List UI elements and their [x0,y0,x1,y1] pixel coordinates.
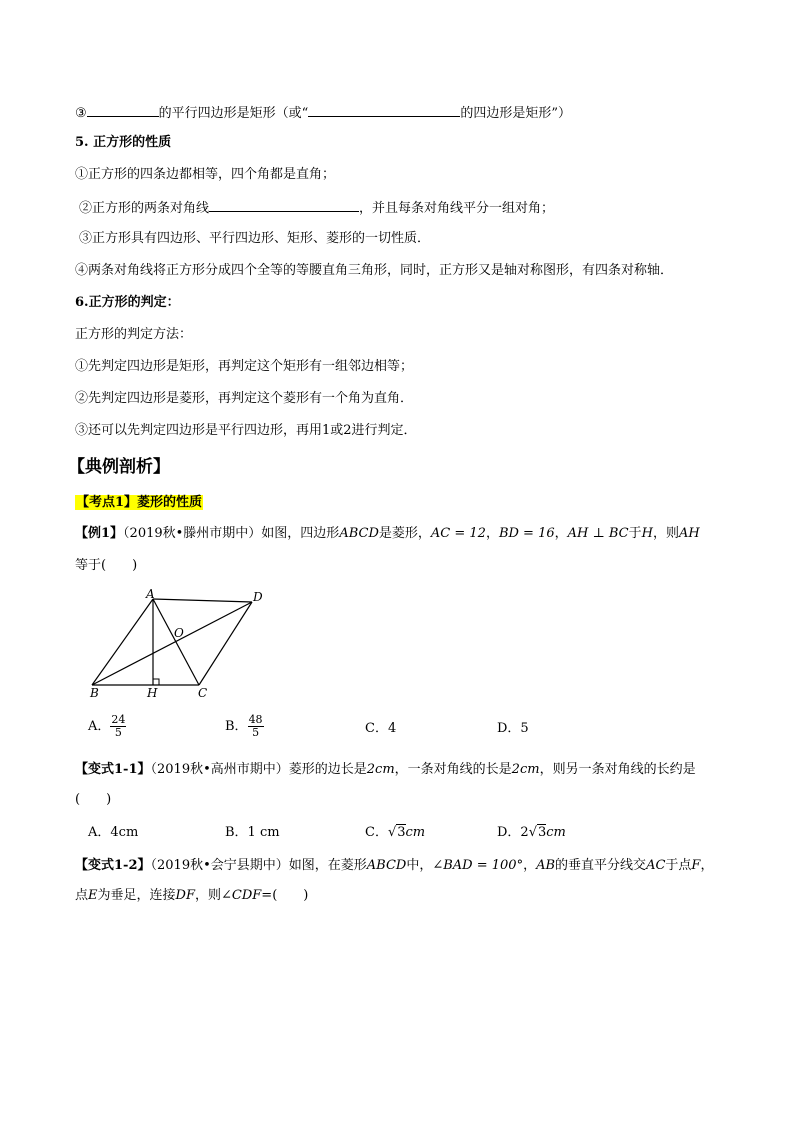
example-1-option-d[interactable]: D．5 [497,721,529,736]
side-ab [92,599,153,685]
example-1-option-a[interactable]: A． $\frac{24}{5}$ [88,713,126,739]
square-judge-heading: 6.正方形的判定： [75,295,180,310]
square-prop-4: ④两条对角线将正方形分成四个全等的等腰直角三角形，同时，正方形又是轴对称图形，有四条对称轴． [75,263,674,278]
example-1-option-c[interactable]: C．4 [365,721,397,736]
variant-1-1-option-c[interactable]: C．√3cm [365,825,426,840]
label-c: C [198,686,208,700]
example-1-option-b[interactable]: B． $\frac{48}{5}$ [225,713,263,739]
variant-1-1-option-a[interactable]: A．4cm [88,825,139,840]
fill-blank[interactable] [87,103,159,117]
variant-1-2-question: 【变式1-2】（2019秋•会宁县期中）如图，在菱形ABCD中，∠BAD = 100°，AB的垂直平分线交AC于点F， [75,858,714,873]
side-cd [199,602,252,685]
variant-1-1-question-line2: ( ) [75,792,112,807]
rhombus-figure [80,585,280,700]
square-props-heading: 5. 正方形的性质 [75,135,172,150]
variant-1-1-option-b[interactable]: B．1 cm [225,825,280,840]
square-prop-3: ③正方形具有四边形、平行四边形、矩形、菱形的一切性质． [79,231,431,246]
square-judge-2: ②先判定四边形是菱形，再判定这个菱形有一个角为直角． [75,391,414,406]
fill-blank[interactable] [209,198,359,212]
variant-1-1-question: 【变式1-1】（2019秋•高州市期中）菱形的边长是2cm，一条对角线的长是2cm，则另一条对角线的长约是 [75,762,696,777]
label-a: A [146,587,155,601]
label-b: B [90,686,99,700]
example-1-question-line2: 等于( ) [75,558,138,573]
fill-blank[interactable] [308,103,460,117]
square-prop-2: ②正方形的两条对角线 ，并且每条对角线平分一组对角； [79,198,554,218]
square-judge-1: ①先判定四边形是矩形，再判定这个矩形有一组邻边相等； [75,359,414,374]
square-judge-3: ③还可以先判定四边形是平行四边形，再用1或2进行判定． [75,423,417,438]
side-ad [153,599,252,602]
diagonal-bd [92,602,252,685]
label-o: O [174,626,184,640]
kaodian-1-title: 【考点1】菱形的性质 [76,495,203,510]
label-h: H [147,686,158,700]
label-d: D [253,590,263,604]
example-1-question: 【例1】（2019秋•滕州市期中）如图，四边形ABCD是菱形，AC = 12，BD = 16，AH ⊥ BC于H，则AH [75,526,700,541]
square-judge-intro: 正方形的判定方法： [75,327,193,342]
variant-1-1-option-d[interactable]: D．2√3cm [497,825,566,840]
right-angle-mark [153,679,159,685]
square-prop-1: ①正方形的四条边都相等，四个角都是直角； [75,167,336,182]
rect-judge-item-3: ③ 的平行四边形是矩形（或“ 的四边形是矩形”） [75,103,571,123]
section-title: 【典例剖析】 [68,457,170,477]
variant-1-2-question-line2: 点E为垂足，连接DF，则∠CDF=( ) [75,888,309,903]
